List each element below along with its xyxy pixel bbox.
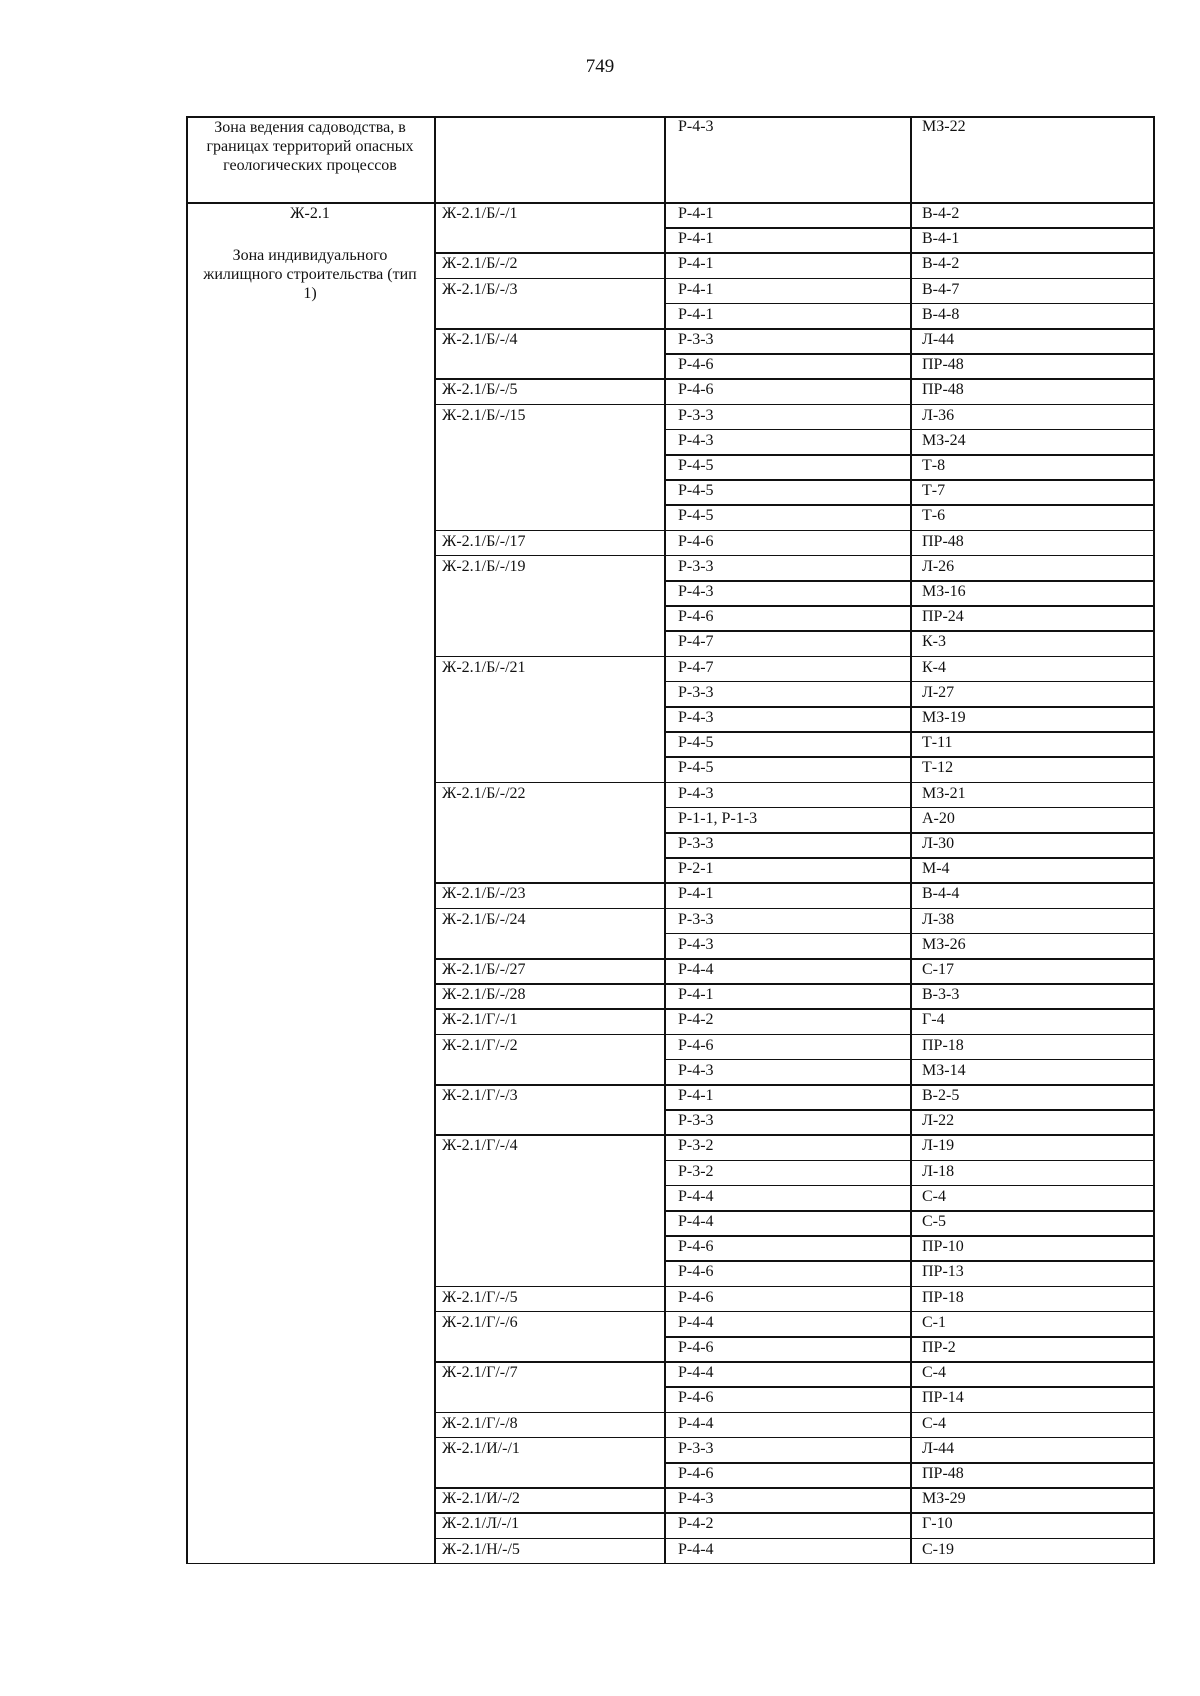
row-rule	[664, 1437, 1154, 1439]
row-rule	[664, 227, 1154, 229]
row-rule	[434, 1512, 664, 1514]
row-rule	[434, 530, 664, 532]
row-rule	[434, 1437, 664, 1439]
code-cell: Р-3-3	[678, 331, 714, 348]
subzone-cell: Ж-2.1/Б/-/1	[442, 205, 518, 222]
row-rule	[664, 429, 1154, 431]
ref-cell: Т-7	[922, 482, 946, 500]
row-rule	[664, 782, 1154, 784]
header-zone-name: Зона ведения садоводства, в границах территорий опасных геологических процессов	[206, 119, 414, 174]
ref-cell: ПР-18	[922, 1036, 964, 1054]
subzone-cell: Ж-2.1/Б/-/2	[442, 255, 518, 273]
row-rule	[664, 807, 1154, 809]
row-rule	[664, 1286, 1154, 1288]
code-cell: Р-4-6	[678, 1465, 714, 1482]
code-cell: Р-4-3	[678, 784, 714, 802]
ref-cell: ПР-24	[922, 608, 964, 626]
row-rule	[664, 454, 1154, 456]
code-cell: Р-3-3	[678, 835, 714, 852]
row-rule	[434, 1286, 664, 1288]
ref-cell: Л-27	[922, 683, 955, 701]
row-rule	[664, 1311, 1154, 1313]
row-rule	[434, 782, 664, 784]
code-cell: Р-4-6	[678, 1036, 714, 1054]
subzone-cell: Ж-2.1/Г/-/6	[442, 1313, 518, 1331]
code-cell: Р-3-3	[678, 1439, 714, 1457]
ref-cell: МЗ-26	[922, 935, 966, 953]
code-cell: Р-2-1	[678, 860, 714, 878]
ref-cell: Т-11	[922, 734, 953, 752]
column-rule	[910, 116, 912, 1564]
ref-cell: ПР-2	[922, 1339, 956, 1356]
ref-cell: В-4-1	[922, 230, 960, 248]
ref-cell: ПР-48	[922, 1465, 964, 1482]
row-rule	[664, 1260, 1154, 1262]
row-rule	[434, 908, 664, 910]
code-cell: Р-3-2	[678, 1162, 714, 1180]
code-cell: Р-4-3	[678, 431, 714, 449]
ref-cell: Л-18	[922, 1162, 955, 1180]
subzone-cell: Ж-2.1/Л/-/1	[442, 1515, 520, 1533]
row-rule	[664, 756, 1154, 758]
row-rule	[664, 530, 1154, 532]
ref-cell: Т-12	[922, 759, 954, 777]
row-rule	[664, 1109, 1154, 1111]
ref-cell: С-1	[922, 1313, 946, 1331]
ref-cell: МЗ-19	[922, 709, 966, 726]
code-cell: Р-4-5	[678, 482, 714, 500]
subzone-cell: Ж-2.1/Б/-/3	[442, 280, 518, 298]
subzone-cell: Ж-2.1/Б/-/28	[442, 986, 526, 1004]
row-rule	[664, 832, 1154, 834]
subzone-cell: Ж-2.1/Б/-/23	[442, 885, 526, 903]
row-rule	[664, 555, 1154, 557]
ref-cell: ПР-48	[922, 381, 964, 399]
code-cell: Р-4-6	[678, 1238, 714, 1256]
row-rule	[434, 1034, 664, 1036]
row-rule	[434, 656, 664, 658]
row-rule	[186, 202, 1155, 204]
code-cell: Р-4-6	[678, 1263, 714, 1281]
code-cell: Р-4-2	[678, 1515, 714, 1533]
ref-cell: Л-36	[922, 406, 955, 424]
code-cell: Р-4-6	[678, 1288, 714, 1306]
code-cell: Р-3-3	[678, 406, 714, 424]
row-rule	[664, 1487, 1154, 1489]
row-rule	[664, 580, 1154, 582]
ref-cell: М-4	[922, 860, 950, 878]
ref-cell: МЗ-16	[922, 583, 966, 600]
code-cell: Р-4-4	[678, 1364, 714, 1382]
code-cell: Р-4-3	[678, 583, 714, 600]
ref-cell: С-4	[922, 1187, 946, 1205]
row-rule	[664, 328, 1154, 330]
zone-name: Зона индивидуального жилищного строительства (тип 1)	[203, 247, 417, 302]
ref-cell: ПР-48	[922, 532, 964, 550]
column-rule	[186, 116, 188, 1564]
ref-cell: Т-8	[922, 457, 946, 474]
row-rule	[664, 630, 1154, 632]
ref-cell: С-5	[922, 1213, 946, 1230]
row-rule	[664, 1563, 1154, 1565]
code-cell: Р-4-1	[678, 885, 714, 903]
code-cell: Р-4-1	[678, 1087, 714, 1104]
code-cell: Р-4-5	[678, 734, 714, 752]
code-cell: Р-3-2	[678, 1137, 714, 1155]
row-rule	[664, 983, 1154, 985]
subzone-cell: Ж-2.1/Б/-/5	[442, 381, 518, 399]
subzone-cell: Ж-2.1/Г/-/2	[442, 1036, 518, 1054]
ref-cell: В-4-2	[922, 205, 960, 222]
row-rule	[664, 1034, 1154, 1036]
ref-cell: МЗ-29	[922, 1490, 966, 1508]
row-rule	[186, 116, 1155, 118]
header-ref: МЗ-22	[922, 118, 966, 135]
ref-cell: С-19	[922, 1540, 954, 1558]
code-cell: Р-4-5	[678, 759, 714, 777]
code-cell: Р-4-4	[678, 1313, 714, 1331]
subzone-cell: Ж-2.1/И/-/2	[442, 1490, 520, 1508]
row-rule	[664, 908, 1154, 910]
code-cell: Р-4-3	[678, 1061, 714, 1079]
code-cell: Р-4-6	[678, 532, 714, 550]
subzone-cell: Ж-2.1/Б/-/15	[442, 406, 526, 424]
code-cell: Р-4-3	[678, 935, 714, 953]
row-rule	[664, 1361, 1154, 1363]
code-cell: Р-4-6	[678, 1339, 714, 1356]
subzone-cell: Ж-2.1/Г/-/5	[442, 1288, 518, 1306]
code-cell: Р-3-3	[678, 1112, 714, 1130]
row-rule	[664, 303, 1154, 305]
ref-cell: В-2-5	[922, 1087, 960, 1104]
row-rule	[434, 328, 664, 330]
ref-cell: В-4-4	[922, 885, 960, 903]
subzone-cell: Ж-2.1/Г/-/8	[442, 1414, 518, 1432]
code-cell: Р-4-7	[678, 633, 714, 651]
ref-cell: С-4	[922, 1364, 946, 1382]
code-cell: Р-4-4	[678, 1540, 714, 1558]
subzone-cell: Ж-2.1/Б/-/19	[442, 557, 526, 575]
subzone-cell: Ж-2.1/Б/-/21	[442, 658, 526, 676]
row-rule	[664, 1235, 1154, 1237]
subzone-cell: Ж-2.1/Б/-/4	[442, 331, 518, 348]
subzone-cell: Ж-2.1/Г/-/4	[442, 1137, 518, 1155]
ref-cell: МЗ-14	[922, 1061, 966, 1079]
subzone-cell: Ж-2.1/Б/-/24	[442, 910, 526, 928]
row-rule	[664, 1185, 1154, 1187]
row-rule	[664, 1412, 1154, 1414]
code-cell: Р-4-6	[678, 608, 714, 626]
column-rule	[434, 116, 436, 1564]
code-cell: Р-4-6	[678, 381, 714, 399]
row-rule	[434, 555, 664, 557]
row-rule	[664, 681, 1154, 683]
code-cell: Р-3-3	[678, 910, 714, 928]
row-rule	[434, 1412, 664, 1414]
code-cell: Р-4-1	[678, 230, 714, 248]
row-rule	[664, 1512, 1154, 1514]
subzone-cell: Ж-2.1/Н/-/5	[442, 1540, 520, 1558]
code-cell: Р-4-4	[678, 961, 714, 978]
ref-cell: Л-26	[922, 557, 955, 575]
ref-cell: В-4-8	[922, 305, 960, 323]
code-cell: Р-4-3	[678, 709, 714, 726]
ref-cell: С-17	[922, 961, 954, 978]
row-rule	[664, 857, 1154, 859]
ref-cell: В-4-2	[922, 255, 960, 273]
code-cell: Р-3-3	[678, 557, 714, 575]
code-cell: Р-4-6	[678, 1389, 714, 1407]
code-cell: Р-4-6	[678, 356, 714, 374]
code-cell: Р-4-1	[678, 305, 714, 323]
code-cell: Р-4-5	[678, 507, 714, 525]
row-rule	[664, 1059, 1154, 1061]
row-rule	[664, 479, 1154, 481]
ref-cell: ПР-48	[922, 356, 964, 374]
ref-cell: ПР-10	[922, 1238, 964, 1256]
ref-cell: МЗ-24	[922, 431, 966, 449]
row-rule	[664, 1160, 1154, 1162]
row-rule	[664, 1210, 1154, 1212]
code-cell: Р-4-5	[678, 457, 714, 474]
zone-code: Ж-2.1	[290, 205, 330, 222]
row-rule	[434, 1563, 664, 1565]
row-rule	[664, 1386, 1154, 1388]
ref-cell: К-4	[922, 658, 946, 676]
subzone-cell: Ж-2.1/Б/-/17	[442, 532, 526, 550]
row-rule	[664, 933, 1154, 935]
code-cell: Р-4-1	[678, 255, 714, 273]
row-rule	[434, 882, 664, 884]
ref-cell: Л-22	[922, 1112, 955, 1130]
row-rule	[664, 656, 1154, 658]
code-cell: Р-4-4	[678, 1213, 714, 1230]
subzone-cell: Ж-2.1/Г/-/7	[442, 1364, 518, 1382]
subzone-cell: Ж-2.1/Б/-/22	[442, 784, 526, 802]
ref-cell: К-3	[922, 633, 946, 651]
row-rule	[434, 1084, 664, 1086]
row-rule	[434, 983, 664, 985]
row-rule	[664, 1336, 1154, 1338]
ref-cell: Л-30	[922, 835, 955, 852]
ref-cell: Г-4	[922, 1011, 945, 1029]
row-rule	[664, 1134, 1154, 1136]
row-rule	[664, 1008, 1154, 1010]
ref-cell: Т-6	[922, 507, 946, 525]
row-rule	[434, 1008, 664, 1010]
ref-cell: ПР-13	[922, 1263, 964, 1281]
subzone-cell: Ж-2.1/И/-/1	[442, 1439, 520, 1457]
code-cell: Р-4-2	[678, 1011, 714, 1029]
code-cell: Р-1-1, Р-1-3	[678, 809, 758, 827]
column-rule	[1153, 116, 1155, 1564]
page-number: 749	[585, 56, 615, 77]
row-rule	[664, 605, 1154, 607]
ref-cell: Л-44	[922, 331, 955, 348]
row-rule	[664, 378, 1154, 380]
row-rule	[434, 378, 664, 380]
code-cell: Р-4-4	[678, 1187, 714, 1205]
row-rule	[186, 1563, 434, 1565]
ref-cell: Л-19	[922, 1137, 955, 1155]
row-rule	[664, 882, 1154, 884]
ref-cell: МЗ-21	[922, 784, 966, 802]
code-cell: Р-4-4	[678, 1414, 714, 1432]
code-cell: Р-3-3	[678, 683, 714, 701]
ref-cell: С-4	[922, 1414, 946, 1432]
code-cell: Р-4-1	[678, 986, 714, 1004]
ref-cell: В-3-3	[922, 986, 960, 1004]
ref-cell: Л-44	[922, 1439, 955, 1457]
row-rule	[434, 1134, 664, 1136]
row-rule	[434, 1311, 664, 1313]
subzone-cell: Ж-2.1/Г/-/1	[442, 1011, 518, 1029]
row-rule	[664, 252, 1154, 254]
row-rule	[664, 504, 1154, 506]
row-rule	[664, 731, 1154, 733]
ref-cell: Л-38	[922, 910, 955, 928]
code-cell: Р-4-1	[678, 280, 714, 298]
row-rule	[434, 278, 664, 280]
row-rule	[664, 1538, 1154, 1540]
row-rule	[664, 1462, 1154, 1464]
row-rule	[434, 252, 664, 254]
row-rule	[664, 706, 1154, 708]
row-rule	[664, 278, 1154, 280]
ref-cell: В-4-7	[922, 280, 960, 298]
ref-cell: ПР-18	[922, 1288, 964, 1306]
code-cell: Р-4-7	[678, 658, 714, 676]
zoning-table	[186, 116, 1155, 1584]
ref-cell: ПР-14	[922, 1389, 964, 1407]
subzone-cell: Ж-2.1/Б/-/27	[442, 961, 526, 978]
row-rule	[434, 1361, 664, 1363]
ref-cell: А-20	[922, 809, 955, 827]
row-rule	[434, 958, 664, 960]
ref-cell: Г-10	[922, 1515, 953, 1533]
row-rule	[434, 1487, 664, 1489]
column-rule	[664, 116, 666, 1564]
subzone-cell: Ж-2.1/Г/-/3	[442, 1087, 518, 1104]
row-rule	[434, 404, 664, 406]
code-cell: Р-4-1	[678, 205, 714, 222]
header-code: Р-4-3	[678, 118, 714, 135]
row-rule	[664, 404, 1154, 406]
code-cell: Р-4-3	[678, 1490, 714, 1508]
row-rule	[664, 958, 1154, 960]
row-rule	[434, 1538, 664, 1540]
row-rule	[664, 1084, 1154, 1086]
row-rule	[664, 353, 1154, 355]
